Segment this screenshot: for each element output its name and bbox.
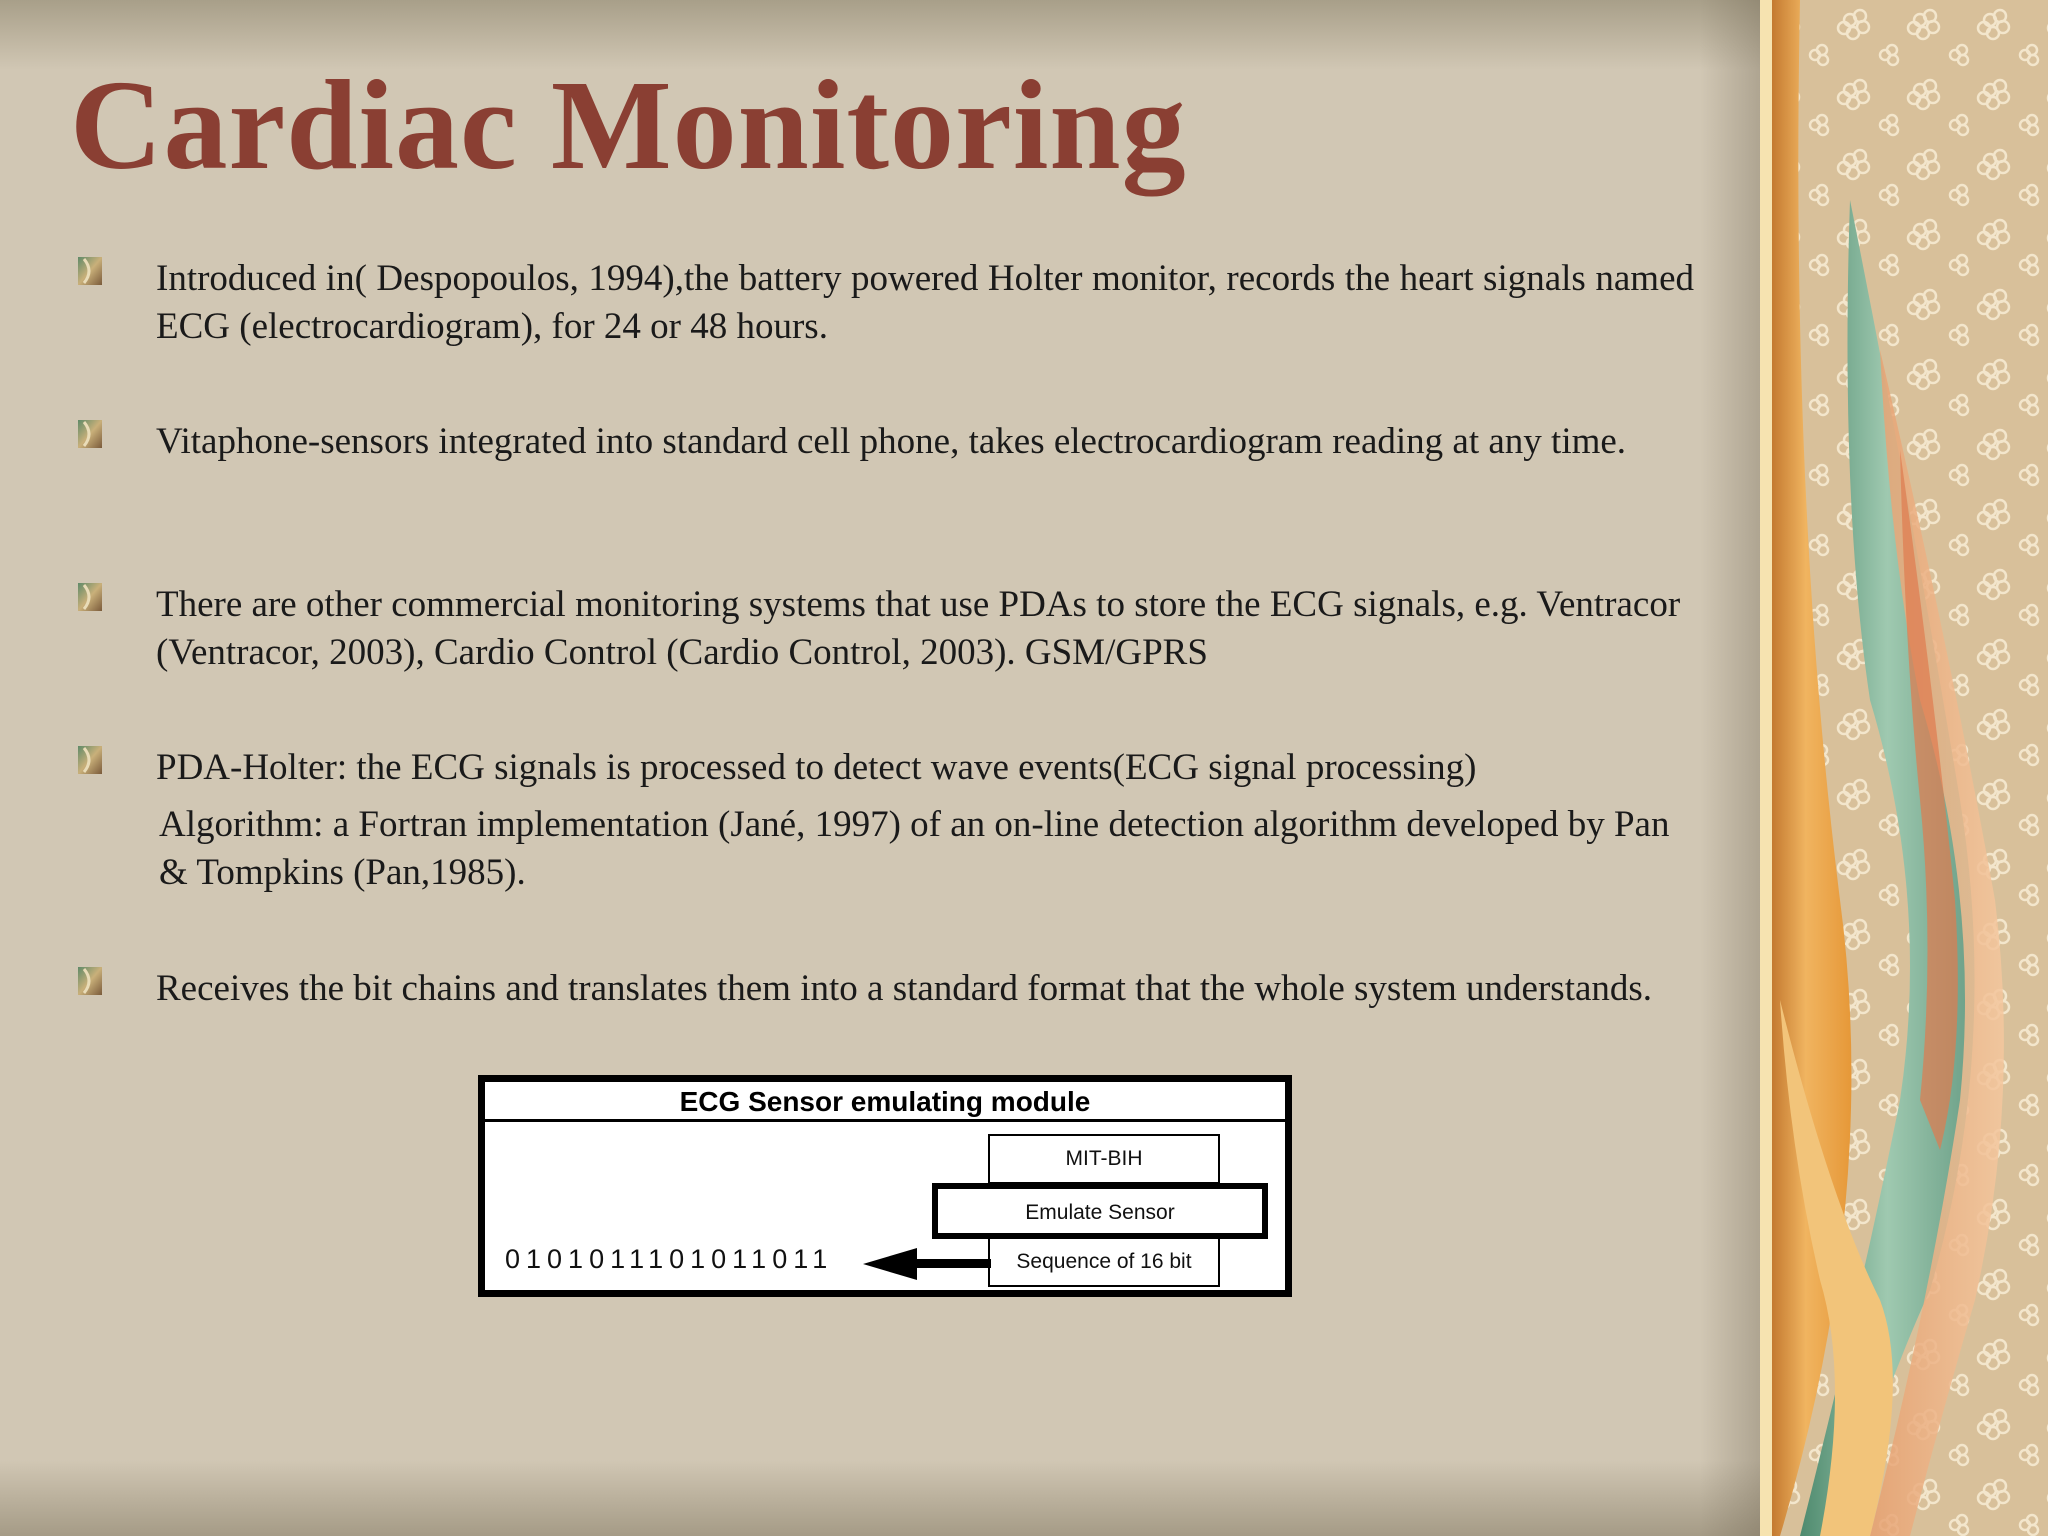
bullet-icon: [76, 965, 106, 999]
diagram-title: ECG Sensor emulating module: [485, 1082, 1285, 1122]
bullet-icon: [76, 744, 106, 778]
bullet-text: PDA-Holter: the ECG signals is processed to detect wave events(ECG signal processing): [156, 747, 1477, 788]
mit-bih-box: MIT-BIH: [988, 1134, 1220, 1184]
bit-string: 0101011101011011: [505, 1244, 834, 1274]
bullet-icon: [76, 418, 106, 452]
bullet-text: Receives the bit chains and translates them into a standard format that the whole system understands.: [156, 968, 1653, 1009]
bullet-text: Vitaphone-sensors integrated into standard cell phone, takes electrocardiogram reading at any time.: [156, 421, 1627, 462]
bullet-text: Introduced in( Despopoulos, 1994),the battery powered Holter monitor, records the heart signals named ECG (electrocardiogram), for 24 or 48 hours.: [156, 258, 1694, 347]
left-arrow-icon: [863, 1246, 991, 1282]
ecg-sensor-diagram: [478, 1075, 1292, 1297]
emulate-sensor-box: Emulate Sensor: [932, 1183, 1268, 1239]
bullet-text: There are other commercial monitoring systems that use PDAs to store the ECG signals, e.g. Ventracor (Ventracor, 2003), Cardio Control (Cardio Control, 2003). GSM/GPRS: [156, 584, 1681, 673]
slide-title: Cardiac Monitoring: [70, 54, 1187, 196]
bullet-subtext: Algorithm: a Fortran implementation (Jané, 1997) of an on-line detection algorithm developed by Pan & Tompkins (Pan,1985).: [159, 804, 1670, 893]
sequence-box: Sequence of 16 bit: [988, 1237, 1220, 1287]
bullet-icon: [76, 255, 106, 289]
floral-ribbon-decoration: [1760, 0, 2048, 1536]
bullet-icon: [76, 581, 106, 615]
